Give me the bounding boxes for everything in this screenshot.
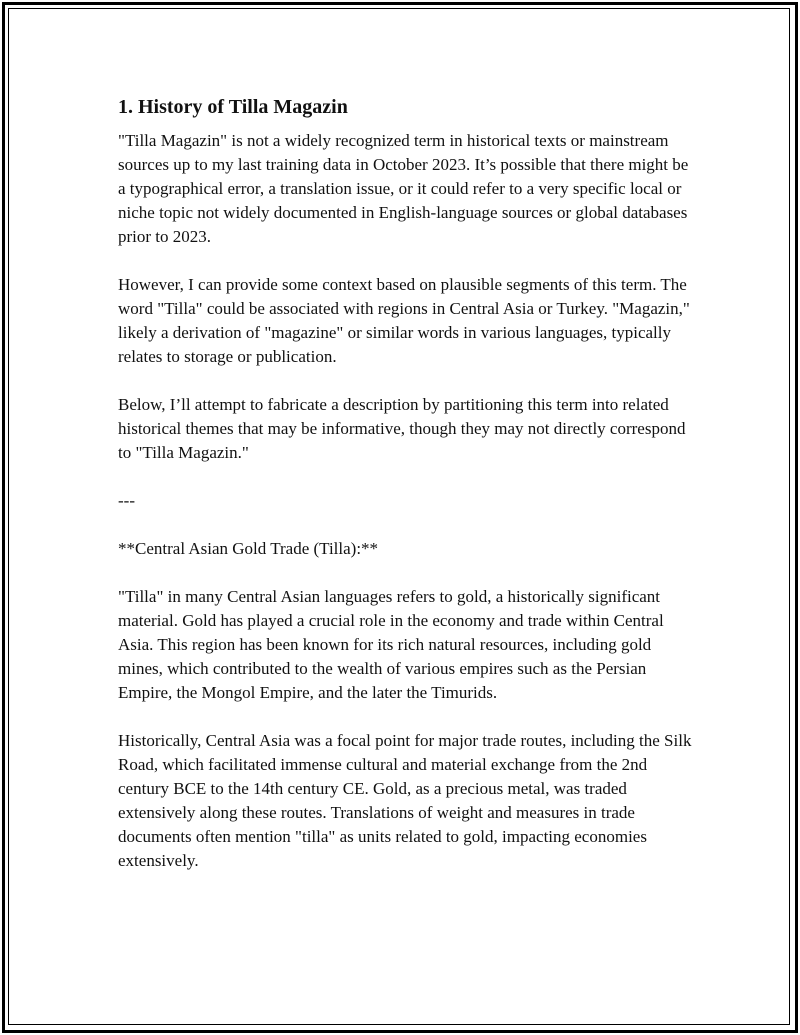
paragraph-silk-road: Historically, Central Asia was a focal point for major trade routes, including the Silk Road, which facilitated immense cultural and material exchange from the 2nd century BCE to the 14th century CE. Gold, as a precious metal, was traded extensively along these routes. Translations of weight and measures in trade documents often mention "tilla" as units related to gold, impacting economies extensively. bbox=[118, 731, 692, 870]
paragraph-gold-meaning: "Tilla" in many Central Asian languages refers to gold, a historically significant material. Gold has played a crucial role in the economy and trade within Central Asia. This region has been known for its rich natural resources, including gold mines, which contributed to the wealth of various empires such as the Persian Empire, the Mongol Empire, and the later the Timurids. bbox=[118, 587, 664, 702]
subheading-gold-trade: **Central Asian Gold Trade (Tilla):** bbox=[118, 539, 379, 558]
paragraph-context: However, I can provide some context based on plausible segments of this term. The word "Tilla" could be associated with regions in Central Asia or Turkey. "Magazin," likely a derivation of "magazine" or similar words in various languages, typically relates to storage or publication. bbox=[118, 275, 690, 366]
paragraph-approach: Below, I’ll attempt to fabricate a description by partitioning this term into related historical themes that may be informative, though they may not directly correspond to "Tilla Magazin." bbox=[118, 395, 686, 462]
section-heading: 1. History of Tilla Magazin bbox=[118, 96, 348, 118]
section-divider: --- bbox=[118, 491, 135, 510]
document-body bbox=[118, 93, 698, 897]
paragraph-intro: "Tilla Magazin" is not a widely recognized term in historical texts or mainstream sources up to my last training data in October 2023. It’s possible that there might be a typographical error, a translation issue, or it could refer to a very specific local or niche topic not widely documented in English-language sources or global databases prior to 2023. bbox=[118, 131, 689, 246]
